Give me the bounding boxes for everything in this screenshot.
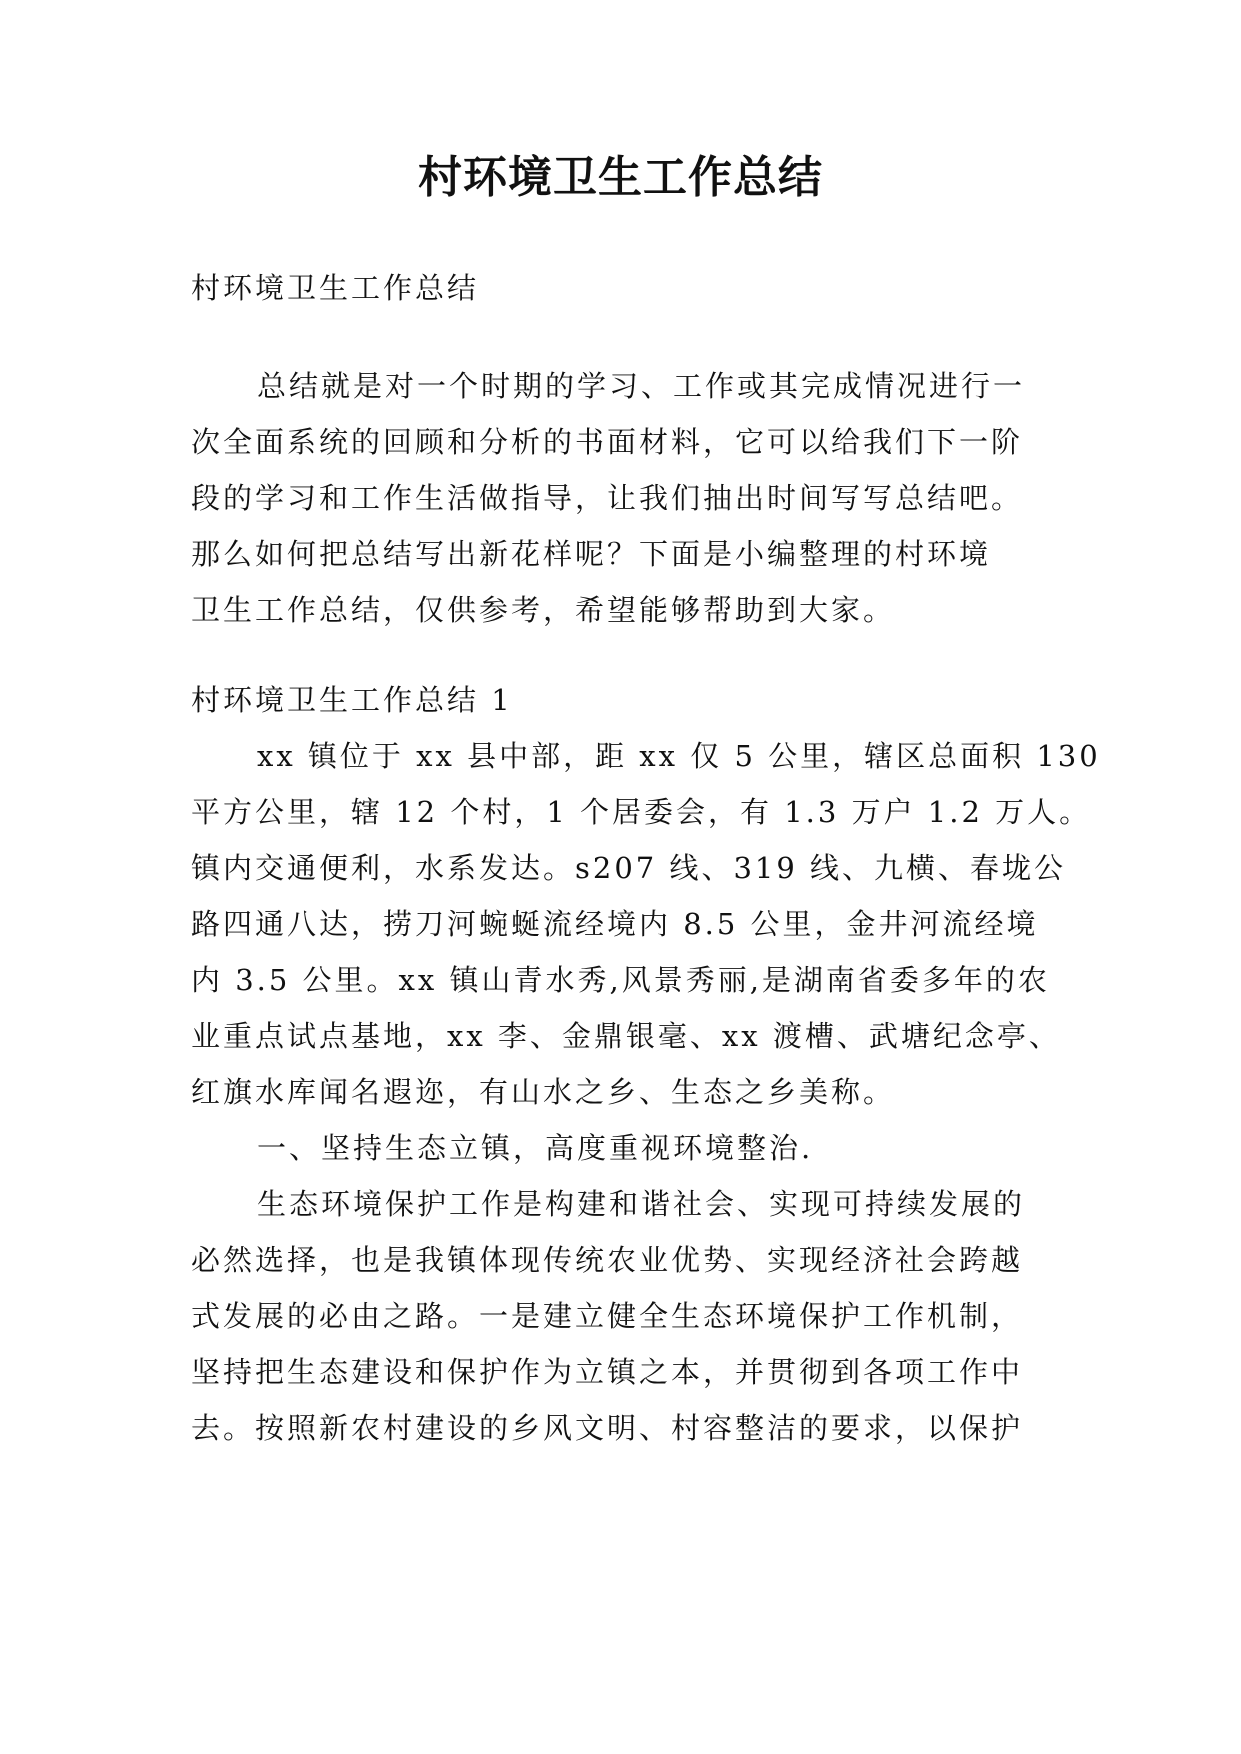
intro-paragraph [191,358,1053,638]
document-title: 村环境卫生工作总结 [418,152,823,203]
paragraph-line: 业重点试点基地，xx 李、金鼎银毫、xx 渡槽、武塘纪念亭、 [191,1019,1061,1053]
paragraph-line: 坚持把生态建设和保护作为立镇之本，并贯彻到各项工作中 [191,1355,1024,1389]
intro-line: 卫生工作总结，仅供参考，希望能够帮助到大家。 [191,593,896,627]
paragraph-line: 内 3.5 公里。xx 镇山青水秀,风景秀丽,是湖南省委多年的农 [191,963,1050,997]
section-title [191,672,1053,728]
paragraph-line: xx 镇位于 xx 县中部，距 xx 仅 5 公里，辖区总面积 130 [257,739,1101,773]
heading-1-line: 一、坚持生态立镇，高度重视环境整治. [257,1131,814,1165]
document-subtitle [191,260,1053,316]
intro-line: 次全面系统的回顾和分析的书面材料，它可以给我们下一阶 [191,425,1024,459]
heading-1 [191,1120,1053,1176]
paragraph-line: 生态环境保护工作是构建和谐社会、实现可持续发展的 [257,1187,1026,1221]
paragraph-line: 去。按照新农村建设的乡风文明、村容整洁的要求，以保护 [191,1411,1024,1445]
paragraph-line: 镇内交通便利，水系发达。s207 线、319 线、九横、春垅公 [191,851,1067,885]
paragraph-line: 必然选择，也是我镇体现传统农业优势、实现经济社会跨越 [191,1243,1024,1277]
paragraph-line: 红旗水库闻名遐迩，有山水之乡、生态之乡美称。 [191,1075,896,1109]
intro-line: 总结就是对一个时期的学习、工作或其完成情况进行一 [257,369,1026,403]
paragraph-line: 路四通八达，捞刀河蜿蜒流经境内 8.5 公里，金井河流经境 [191,907,1039,941]
paragraph-line: 平方公里，辖 12 个村，1 个居委会，有 1.3 万户 1.2 万人。 [191,795,1092,829]
subtitle-line: 村环境卫生工作总结 [191,271,480,305]
intro-line: 段的学习和工作生活做指导，让我们抽出时间写写总结吧。 [191,481,1024,515]
section-paragraph-1 [191,728,1101,1120]
paragraph-line: 式发展的必由之路。一是建立健全生态环境保护工作机制， [191,1299,1024,1333]
section-paragraph-2 [191,1176,1053,1456]
section-title-line: 村环境卫生工作总结 1 [191,683,513,717]
intro-line: 那么如何把总结写出新花样呢？下面是小编整理的村环境 [191,537,992,571]
